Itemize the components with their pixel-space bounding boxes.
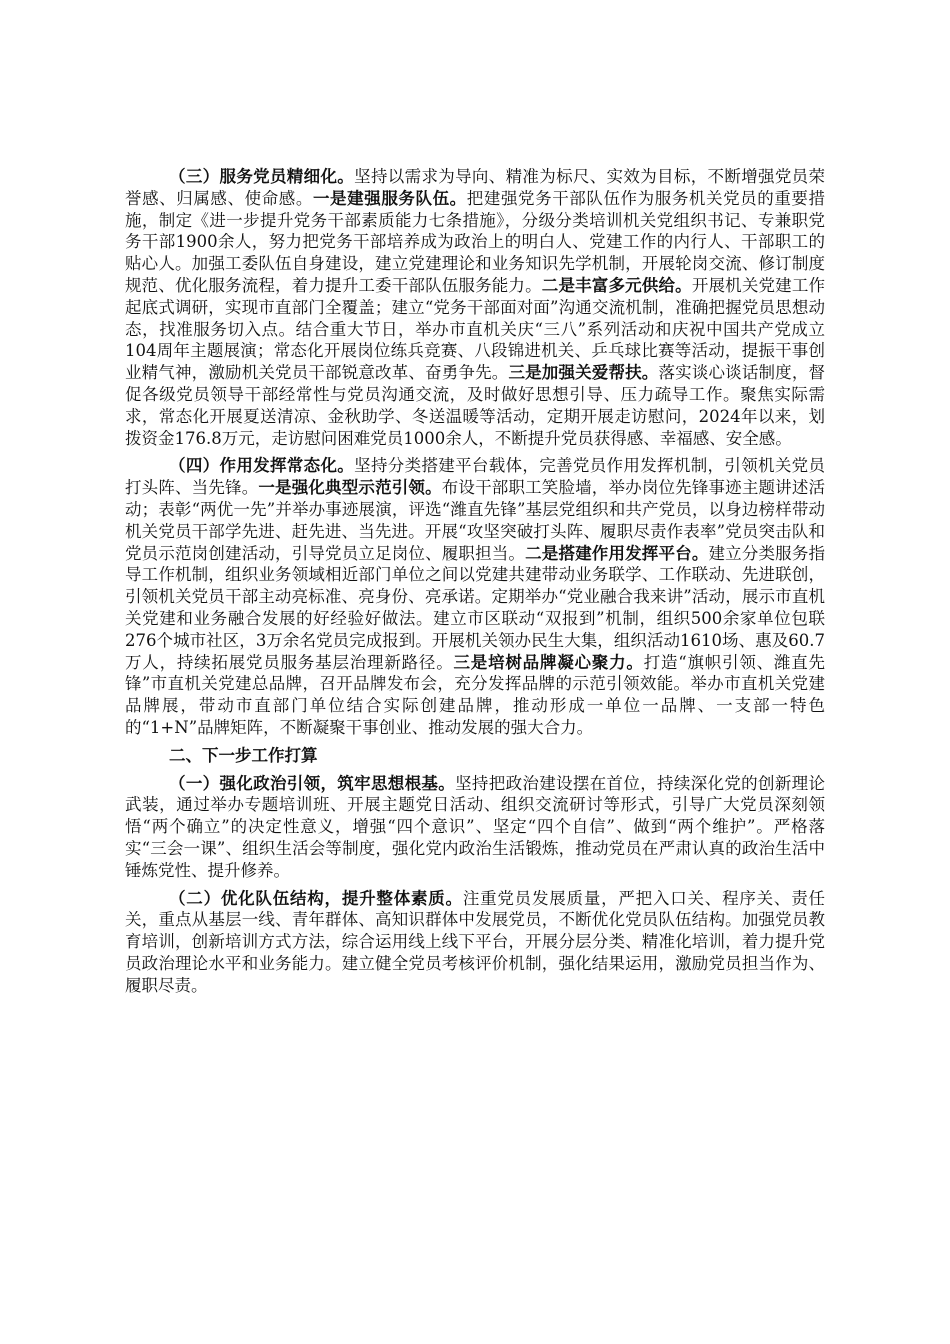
paragraph-title: （二）优化队伍结构，提升整体素质。 (169, 888, 463, 908)
paragraph-title: （三）服务党员精细化。 (169, 167, 355, 186)
paragraph-text: 坚持把政治建设摆在首位，持续深化党的创新理论武装，通过举办专题培训班、开展主题党日活动、组织交流研讨等形式，引导广大党员深刻领悟“两个确立”的决定性意义，增强“四个意识”、坚定“四个自信”、做到“两个维护”。严格落实“三会一课”、组织生活会等制度，强化党内政治生活锻炼，推动党员在严肃认真的政治生活中锤炼党性、提升修养。 (125, 773, 826, 880)
paragraph-text: 开展机关党建工作起底式调研，实现市直部门全覆盖；建立“党务干部面对面”沟通交流机制，准确把握党员思想动态，找准服务切入点。结合重大节日，举办市直机关庆“三八”系列活动和庆祝中国共产党成立104周年主题展演；常态化开展岗位练兵竞赛、八段锦进机关、乒乓球比赛等活动，提振干事创业精气神，激励机关党员干部锐意改革、奋勇争先。 (125, 275, 826, 383)
section-heading: 二、下一步工作打算 (169, 745, 318, 765)
paragraph-title: （四）作用发挥常态化。 (169, 456, 355, 476)
document-page (125, 166, 825, 1002)
point-title: 一是建强服务队伍。 (312, 188, 467, 208)
paragraph-service-members (125, 166, 825, 449)
paragraph-text: 布设干部职工笑脸墙，举办岗位先锋事迹主题讲述活动；表彰“两优一先”并举办事迹展演，评选“潍直先锋”基层党组织和共产党员，以身边榜样带动机关党员干部学先进、赶先进、当先进。开展“攻坚突破打头阵、履职尽责作表率”党员突击队和党员示范岗创建活动，引导党员立足岗位、履职担当。 (125, 478, 826, 563)
point-title: 一是强化典型示范引领。 (258, 478, 442, 498)
point-title: 二是丰富多元供给。 (541, 275, 692, 295)
paragraph-text: 把建强党务干部队伍作为服务机关党员的重要措施，制定《进一步提升党务干部素质能力七条措施》，分级分类培训机关党组织书记、专兼职党务干部1900余人，努力把党务干部培养成为政治上的明白人、党建工作的内行人、干部职工的贴心人。加强工委队伍自身建设，建立党建理论和业务知识先学机制，开展轮岗交流、修订制度规范、优化服务流程，着力提升工委干部队伍服务能力。 (125, 188, 826, 295)
paragraph-title: （一）强化政治引领，筑牢思想根基。 (169, 773, 456, 793)
paragraph-text: 坚持分类搭建平台载体，完善党员作用发挥机制，引领机关党员打头阵、当先锋。 (125, 456, 826, 498)
paragraph-text: 建立分类服务指导工作机制，组织业务领域相近部门单位之间以党建共建带动业务联学、工作联动、先进联创，引领机关党员干部主动亮标准、亮身份、亮承诺。定期举办“党业融合我来讲”活动，展示市直机关党建和业务融合发展的好经验好做法。建立市区联动“双报到”机制，组织500余家单位包联276个城市社区，3万余名党员完成报到。开展机关领办民生大集，组织活动1610场、惠及60.7万人，持续拓展党员服务基层治理新路径。 (125, 543, 826, 672)
paragraph-political-guidance (125, 773, 825, 882)
paragraph-team-structure (125, 888, 825, 997)
paragraph-role-play (125, 455, 825, 738)
paragraph-text: 落实谈心谈话制度，督促各级党员领导干部经常性与党员沟通交流，及时做好思想引导、压力疏导工作。聚焦实际需求，常态化开展夏送清凉、金秋助学、冬送温暖等活动，定期开展走访慰问，2024年以来，划拨资金176.8万元，走访慰问困难党员1000余人，不断提升党员获得感、幸福感、安全感。 (125, 363, 826, 448)
point-title: 三是加强关爱帮扶。 (508, 363, 659, 383)
point-title: 二是搭建作用发挥平台。 (525, 543, 709, 563)
paragraph-text: 打造“旗帜引领、潍直先锋”市直机关党建总品牌，召开品牌发布会，充分发挥品牌的示范引领效能。举办市直机关党建品牌展，带动市直部门单位结合实际创建品牌，推动形成一单位一品牌、一支部一特色的“1+N”品牌矩阵，不断凝聚干事创业、推动发展的强大合力。 (125, 652, 826, 737)
paragraph-text: 坚持以需求为导向、精准为标尺、实效为目标，不断增强党员荣誉感、归属感、使命感。 (125, 167, 826, 208)
paragraph-text: 注重党员发展质量，严把入口关、程序关、责任关，重点从基层一线、青年群体、高知识群体中发展党员，不断优化党员队伍结构。加强党员教育培训，创新培训方式方法，综合运用线上线下平台，开展分层分类、精准化培训，着力提升党员政治理论水平和业务能力。建立健全党员考核评价机制，强化结果运用，激励党员担当作为、履职尽责。 (125, 888, 826, 995)
point-title: 三是培树品牌凝心聚力。 (453, 652, 644, 672)
